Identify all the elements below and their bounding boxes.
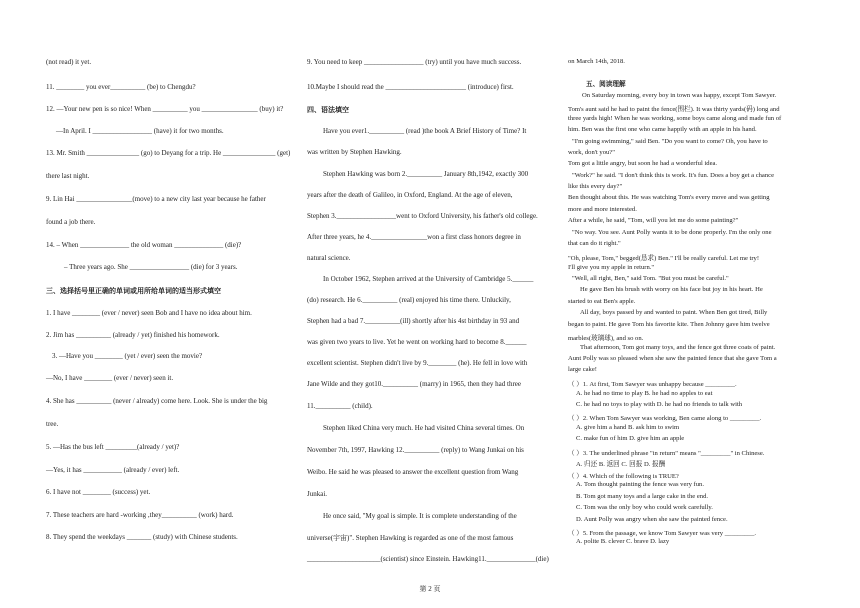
text-line: like this every day?" [568, 183, 623, 190]
text-line: "Oh, please, Tom," begged(恳求) Ben." I'll be really careful. Let me try! [568, 255, 760, 262]
text-line: 1. I have ________ (ever / never) seen Bob and I have no idea about him. [46, 309, 252, 317]
text-line: that can do it right." [568, 240, 621, 247]
text-line: （ ）1. At first, Tom Sawyer was unhappy because _________. [568, 381, 737, 388]
text-line: started to eat Ben's apple. [568, 298, 636, 305]
text-line: 13. Mr. Smith _______________ (go) to Deyang for a trip. He _______________ (get) [46, 149, 291, 157]
text-line: years after the death of Galileo, in Oxford, England. At the age of eleven, [307, 191, 513, 199]
text-line: 3. —Have you ________ (yet / ever) seen the movie? [52, 352, 203, 360]
text-line: Stephen Hawking was born 2.__________ January 8th,1942, exactly 300 [323, 170, 529, 178]
text-line: 6. I have not ________ (success) yet. [46, 488, 151, 496]
page-number: 第 2 页 [419, 585, 441, 593]
text-line: more and more interested. [568, 206, 637, 213]
text-line: In October 1962, Stephen arrived at the University of Cambridge 5.______ [323, 275, 534, 283]
text-line: (do) research. He 6.__________ (real) enjoyed his time there. Unluckily, [307, 296, 511, 304]
text-line: "Well, all right, Ben," said Tom. "But you must be careful." [572, 275, 729, 282]
text-line: —In April. I _________________ (have) it for two months. [56, 127, 224, 135]
section-heading: 三、选择括号里正确的单词或用所给单词的适当形式填空 [46, 287, 221, 295]
text-line: Stephen 3._________________went to Oxford University, his father's old college. [307, 212, 538, 220]
text-line: B. Tom got many toys and a large cake in the end. [576, 493, 709, 500]
text-line: 8. They spend the weekdays _______ (study) with Chinese students. [46, 533, 238, 541]
section-heading: 四、语法填空 [307, 106, 349, 114]
text-line: On Saturday morning, every boy in town was happy, except Tom Sawyer. [582, 92, 777, 99]
text-line: D. Aunt Polly was angry when she saw the painted fence. [576, 516, 728, 523]
text-line: —Yes, it has ___________ (already / ever) left. [46, 466, 180, 474]
text-line: _____________________(scientist) since Einstein. Hawking11.______________(die) [307, 555, 549, 563]
text-line: A. 归还 B. 返回 C. 回报 D. 报酬 [576, 461, 666, 468]
text-line: Stephen liked China very much. He had visited China several times. On [323, 424, 525, 432]
text-line: A. Tom thought painting the fence was very fun. [576, 481, 704, 488]
text-line: Jane Wilde and they got10.__________ (marry) in 1965, then they had three [307, 380, 522, 388]
text-line: on March 14th, 2018. [568, 58, 625, 65]
text-line: Aunt Polly was so pleased when she saw the painted fence that she gave Tom a [568, 355, 777, 362]
text-line: "No way. You see. Aunt Polly wants it to be done properly. I'm the only one [572, 229, 772, 236]
text-line: Weibo. He said he was pleased to answer the excellent question from Wang [307, 468, 519, 476]
text-line: 11.__________ (child). [307, 402, 373, 410]
text-line: After three years, he 4.________________won a first class honors degree in [307, 233, 521, 241]
text-line: (not read) it yet. [46, 58, 92, 66]
text-line: （ ）5. From the passage, we know Tom Sawyer was very _________. [568, 530, 757, 537]
text-line: A. he had no time to play B. he had no apples to eat [576, 390, 713, 397]
text-line: began to paint. He gave Tom his favorite kite. Then Johnny gave him twelve [568, 321, 770, 328]
text-line: Have you ever1.__________ (read )the book A Brief History of Time? It [323, 127, 527, 135]
text-line: excellent scientist. Stephen didn't live by 9.________ (he). He fell in love with [307, 359, 528, 367]
text-line: universe(宇宙)". Stephen Hawking is regarded as one of the most famous [307, 534, 514, 542]
text-line: I'll give you my apple in return." [568, 264, 655, 271]
text-line: large cake! [568, 366, 597, 373]
text-line: 5. —Has the bus left _________(already / yet)? [46, 443, 180, 451]
text-line: 4. She has __________ (never / already) come here. Look. She is under the big [46, 397, 268, 405]
text-line: 11. ________ you ever__________ (be) to Chengdu? [46, 83, 196, 91]
text-line: – Three years ago. She _________________ (die) for 3 years. [64, 263, 238, 271]
text-line: He once said, "My goal is simple. It is complete understanding of the [323, 512, 517, 520]
text-line: Tom's aunt said he had to paint the fence(围栏). It was thirty yards(码) long and [568, 106, 780, 113]
text-line: He gave Ben his brush with worry on his face but joy in his heart. He [580, 286, 763, 293]
text-line: natural science. [307, 254, 351, 262]
text-line: Ben thought about this. He was watching Tom's every move and was getting [568, 194, 770, 201]
text-line: A. polite B. clever C. brave D. lazy [576, 538, 670, 545]
text-line: tree. [46, 420, 59, 428]
text-line: Tom got a little angry, but soon he had a wonderful idea. [568, 160, 718, 167]
text-line: C. Tom was the only boy who could work carefully. [576, 504, 713, 511]
text-line: him. Ben was the first one who came happily with an apple in his hand. [568, 126, 757, 133]
text-line: three yards high! When he was working, some boys came along and made fun of [568, 115, 782, 122]
section-heading: 五、阅读理解 [586, 80, 626, 88]
text-line: marbles(玻璃球), and so on. [568, 335, 644, 342]
text-line: That afternoon, Tom got many toys, and the fence got three coats of paint. [580, 344, 776, 351]
text-line: After a while, he said, "Tom, will you let me do some painting?" [568, 217, 739, 224]
text-line: —No, I have ________ (ever / never) seen it. [46, 374, 174, 382]
text-line: C. make fun of him D. give him an apple [576, 435, 685, 442]
text-line: 2. Jim has __________ (already / yet) finished his homework. [46, 331, 220, 339]
text-line: 10.Maybe I should read the _______________________ (introduce) first. [307, 83, 514, 91]
text-line: （ ）4. Which of the following is TRUE? [568, 473, 679, 480]
text-line: （ ）3. The underlined phrase "in return" means "_________" in Chinese. [568, 450, 765, 457]
text-line: 9. Lin Hai ________________(move) to a new city last year because he father [46, 195, 266, 203]
text-line: （ ）2. When Tom Sawyer was working, Ben came along to _________. [568, 415, 762, 422]
text-line: 12. —Your new pen is so nice! When __________ you ________________ (buy) it? [46, 105, 284, 113]
text-line: 7. These teachers are hard -working ,they__________ (work) hard. [46, 511, 234, 519]
text-line: found a job there. [46, 218, 96, 226]
text-line: Junkai. [307, 490, 328, 498]
text-line: 14. – When ______________ the old woman ______________ (die)? [46, 241, 242, 249]
text-line: work, don't you?" [568, 149, 615, 156]
text-line: November 7th, 1997, Hawking 12.__________ (reply) to Wang Junkai on his [307, 446, 524, 454]
text-line: there last night. [46, 172, 90, 180]
text-line: was given two years to live. Yet he went on working hard to become 8.______ [307, 338, 527, 346]
text-line: was written by Stephen Hawking. [307, 148, 402, 156]
text-line: Stephen had a bad 7.__________(ill) shortly after his 4st birthday in 93 and [307, 317, 520, 325]
text-line: "I'm going swimming," said Ben. "Do you want to come? Oh, you have to [572, 138, 768, 145]
text-line: All day, boys passed by and wanted to paint. When Ben got tired, Billy [580, 309, 768, 316]
text-line: C. he had no toys to play with D. he had no friends to talk with [576, 401, 743, 408]
text-line: "Work?" he said. "I don't think this is work. It's fun. Does a boy get a chance [572, 172, 775, 179]
text-line: A. give him a hand B. ask him to swim [576, 424, 680, 431]
text-line: 9. You need to keep _________________ (try) until you have much success. [307, 58, 522, 66]
